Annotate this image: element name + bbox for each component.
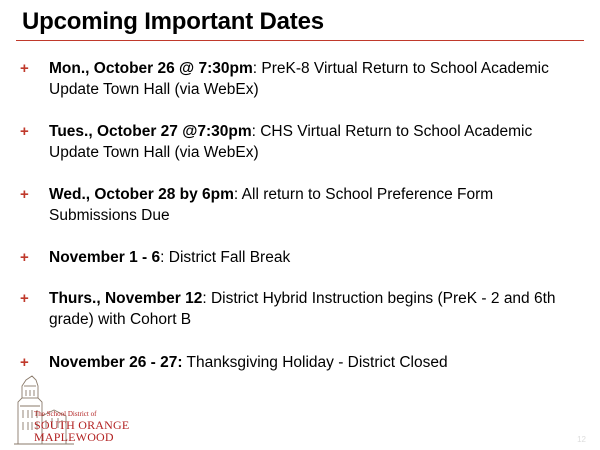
plus-bullet-icon: + xyxy=(20,290,29,307)
item-description: : District Hybrid Instruction begins (PreK - 2 and 6th grade) with Cohort B xyxy=(49,290,556,328)
logo-name-line2: MAPLEWOOD xyxy=(34,430,114,444)
list-item-text xyxy=(49,247,579,268)
plus-bullet-icon: + xyxy=(20,354,29,371)
plus-bullet-icon: + xyxy=(20,123,29,140)
page-number: 12 xyxy=(577,435,586,444)
logo-caption: The School District of xyxy=(34,410,97,418)
item-description: Thanksgiving Holiday - District Closed xyxy=(182,354,448,371)
plus-bullet-icon: + xyxy=(20,249,29,266)
list-item-text xyxy=(49,184,579,226)
slide-title: Upcoming Important Dates xyxy=(22,8,324,35)
list-item-text xyxy=(49,352,579,373)
plus-bullet-icon: + xyxy=(20,60,29,77)
item-description: : District Fall Break xyxy=(160,249,291,266)
item-description: : All return to School Preference Form Submissions Due xyxy=(49,186,494,224)
item-date: November 1 - 6 xyxy=(49,249,161,266)
title-divider xyxy=(16,40,584,41)
list-item-text xyxy=(49,121,579,163)
list-item-text xyxy=(49,288,579,330)
item-date: November 26 - 27: xyxy=(49,354,183,371)
item-date: Wed., October 28 by 6pm xyxy=(49,186,234,203)
logo-name-line1: SOUTH ORANGE xyxy=(34,418,130,432)
plus-bullet-icon: + xyxy=(20,186,29,203)
item-date: Tues., October 27 @7:30pm xyxy=(49,123,252,140)
item-description: : CHS Virtual Return to School Academic Update Town Hall (via WebEx) xyxy=(49,123,533,161)
item-date: Mon., October 26 @ 7:30pm xyxy=(49,60,253,77)
list-item-text xyxy=(49,58,579,100)
item-date: Thurs., November 12 xyxy=(49,290,203,307)
item-description: : PreK-8 Virtual Return to School Academic Update Town Hall (via WebEx) xyxy=(49,60,549,98)
